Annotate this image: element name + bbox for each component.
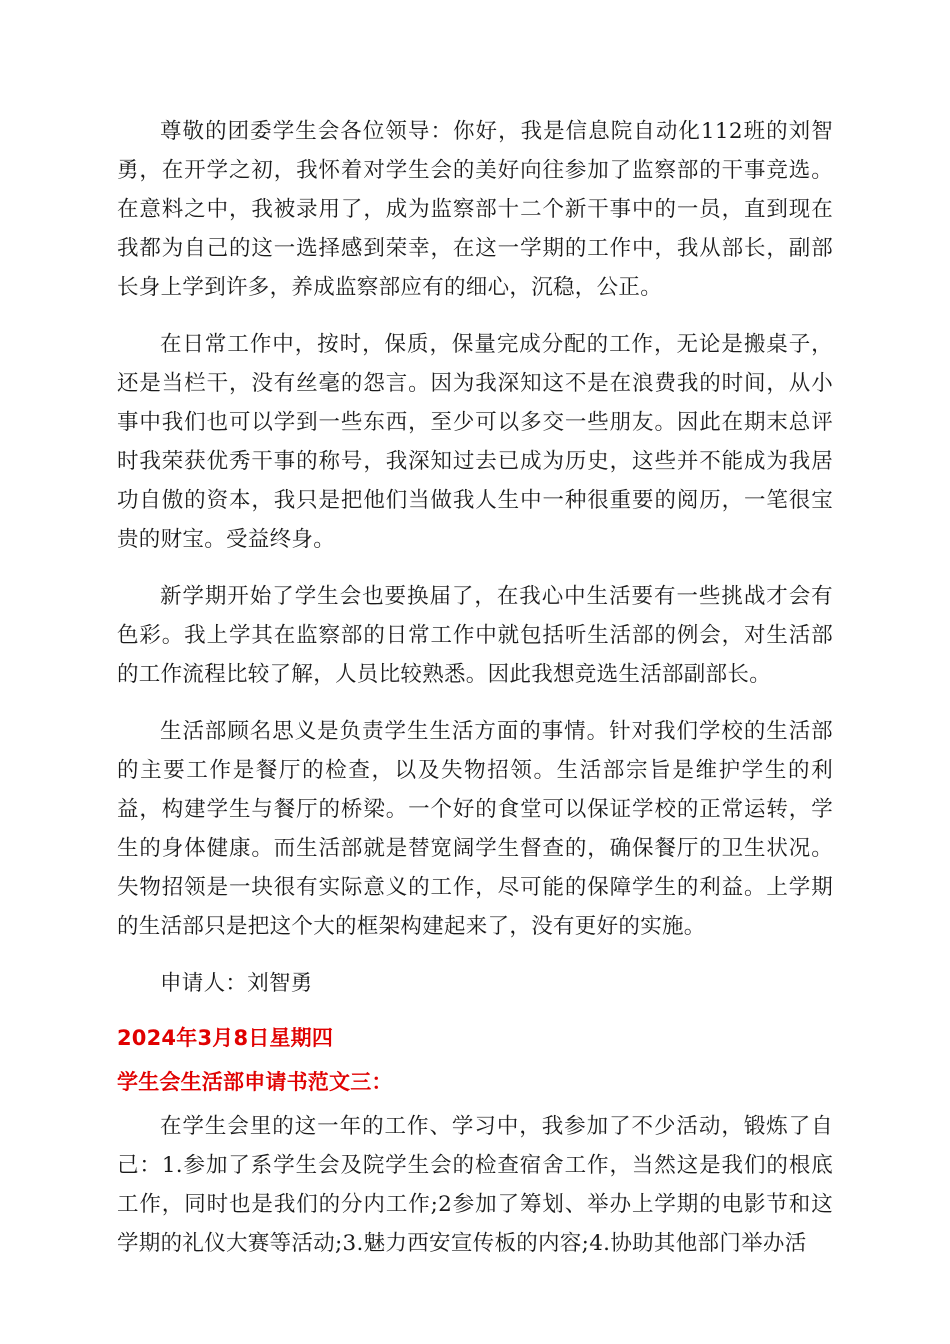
- date-heading: 2024年3月8日星期四: [117, 1026, 334, 1050]
- section-heading: 学生会生活部申请书范文三：: [117, 1070, 393, 1094]
- body-paragraph-1: 尊敬的团委学生会各位领导：你好，我是信息院自动化112班的刘智勇，在开学之初，我怀着对学生会的美好向往参加了监察部的干事竞选。在意料之中，我被录用了，成为监察部十二个新干事中的一员，直到现在我都为自己的这一选择感到荣幸，在这一学期的工作中，我从部长，副部长身上学到许多，养成监察部应有的细心，沉稳，公正。: [117, 119, 833, 300]
- document-body: [117, 112, 833, 1263]
- body-paragraph-5: 在学生会里的这一年的工作、学习中，我参加了不少活动，锻炼了自己：1.参加了系学生会及院学生会的检查宿舍工作，当然这是我们的根底工作，同时也是我们的分内工作;2参加了筹划、举办上学期的电影节和这学期的礼仪大赛等活动;3.魅力西安宣传板的内容;4.协助其他部门举办活: [117, 1114, 833, 1256]
- applicant-signature: 申请人：刘智勇: [160, 971, 313, 996]
- body-paragraph-4: 生活部顾名思义是负责学生生活方面的事情。针对我们学校的生活部的主要工作是餐厅的检查，以及失物招领。生活部宗旨是维护学生的利益，构建学生与餐厅的桥梁。一个好的食堂可以保证学校的正常运转，学生的身体健康。而生活部就是替宽阔学生督查的，确保餐厅的卫生状况。失物招领是一块很有实际意义的工作，尽可能的保障学生的利益。上学期的生活部只是把这个大的框架构建起来了，没有更好的实施。: [117, 719, 833, 939]
- body-paragraph-2: 在日常工作中，按时，保质，保量完成分配的工作，无论是搬桌子，还是当栏干，没有丝毫的怨言。因为我深知这不是在浪费我的时间，从小事中我们也可以学到一些东西，至少可以多交一些朋友。因此在期末总评时我荣获优秀干事的称号，我深知过去已成为历史，这些并不能成为我居功自傲的资本，我只是把他们当做我人生中一种很重要的阅历，一笔很宝贵的财宝。受益终身。: [117, 332, 833, 552]
- body-paragraph-3: 新学期开始了学生会也要换届了，在我心中生活要有一些挑战才会有色彩。我上学其在监察部的日常工作中就包括听生活部的例会，对生活部的工作流程比较了解，人员比较熟悉。因此我想竞选生活部副部长。: [117, 584, 833, 687]
